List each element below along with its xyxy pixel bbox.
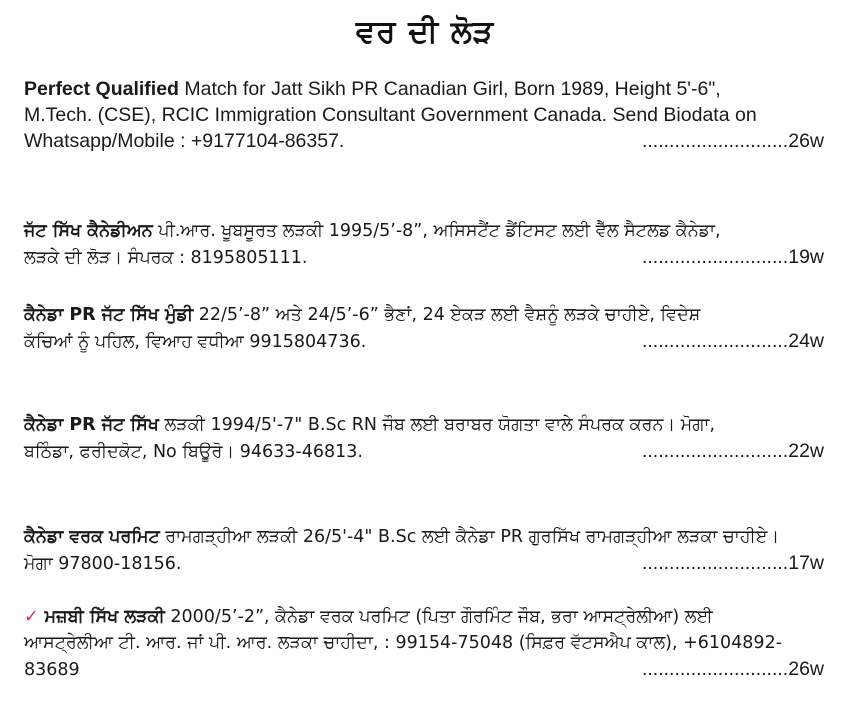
ad-lead: ਕੈਨੇਡਾ PR ਜੱਟ ਸਿੱਖ — [24, 415, 159, 435]
ad-lead: ਮਜ਼ਬੀ ਸਿੱਖ ਲੜਕੀ — [44, 607, 165, 627]
ad-text: ਲੜਕੀ 1994/5'-7" B.Sc RN ਜੌਬ ਲਈ ਬਰਾਬਰ ਯੋਗਤਾ ਵਾਲੇ ਸੰਪਰਕ ਕਰਨ। ਮੋਗਾ, — [158, 415, 716, 435]
ad-lead: ਜੱਟ ਸਿੱਖ ਕੈਨੇਡੀਅਨ — [24, 221, 153, 241]
ad-footer — [24, 550, 824, 577]
ad-footer — [24, 656, 824, 683]
ad-contact: ਕੱਚਿਆਂ ਨੂੰ ਪਹਿਲ, ਵਿਆਹ ਵਧੀਆ 9915804736. — [24, 332, 367, 352]
ad-footer — [24, 244, 824, 271]
ad-text: ਪੀ.ਆਰ. ਖੂਬਸੂਰਤ ਲੜਕੀ 1995/5’-8”, ਅਸਿਸਟੈਂਟ ਡੈਂਟਿਸਟ ਲਈ ਵੈੱਲ ਸੈਟਲਡ ਕੈਨੇਡਾ, — [152, 221, 721, 241]
ad-body — [24, 524, 824, 550]
ad-body-line: M.Tech. (CSE), RCIC Immigration Consultant Government Canada. Send Biodata on — [24, 104, 757, 126]
ad-text: 22/5’-8” ਅਤੇ 24/5’-6” ਭੈਣਾਂ, 24 ਏਕੜ ਲਈ ਵੈਸ਼ਨੂੰ ਲੜਕੇ ਚਾਹੀਏ, ਵਿਦੇਸ਼ — [193, 305, 701, 325]
ad-code: 19w — [788, 246, 824, 268]
ad-contact: ਲੜਕੇ ਦੀ ਲੋੜ। ਸੰਪਰਕ : 8195805111. — [24, 248, 308, 268]
ad-footer — [24, 328, 824, 355]
ad-dots: ........................... — [641, 330, 789, 352]
ad-code: 24w — [788, 330, 824, 352]
ad-body-line: ਆਸਟ੍ਰੇਲੀਆ ਟੀ. ਆਰ. ਜਾਂ ਪੀ. ਆਰ. ਲੜਕਾ ਚਾਹੀਦਾ, : 99154-75048 (ਸਿਫ਼ਰ ਵੱਟਸਐਪ ਕਾਲ), +6104892- — [24, 633, 783, 653]
ad-dots: ........................... — [641, 658, 789, 680]
ad-body — [24, 218, 824, 244]
ad-lead: ਕੈਨੇਡਾ ਵਰਕ ਪਰਮਿਟ — [24, 527, 160, 547]
ad-contact: ਮੋਗਾ 97800-18156. — [24, 554, 182, 574]
ad-entry-6 — [24, 604, 824, 683]
ad-dots: ........................... — [641, 130, 789, 152]
ad-entry-1 — [24, 76, 824, 154]
ad-entry-4 — [24, 412, 824, 465]
ad-footer — [24, 438, 824, 465]
ad-code: 26w — [788, 130, 824, 152]
section-heading: ਵਰ ਦੀ ਲੋੜ — [355, 14, 495, 50]
ad-entry-3 — [24, 302, 824, 355]
ad-lead: ਕੈਨੇਡਾ PR ਜੱਟ ਸਿੱਖ ਮੁੰਡੀ — [24, 305, 194, 325]
ad-body — [24, 76, 824, 102]
ad-entry-2 — [24, 218, 824, 271]
ad-dots: ........................... — [641, 246, 789, 268]
ad-code: 26w — [788, 658, 824, 680]
ad-text: Match for Jatt Sikh PR Canadian Girl, Born 1989, Height 5'-6", — [178, 78, 721, 100]
ad-text: 2000/5’-2”, ਕੈਨੇਡਾ ਵਰਕ ਪਰਮਿਟ (ਪਿਤਾ ਗੌਰਮਿੰਟ ਜੌਬ, ਭਰਾ ਆਸਟ੍ਰੇਲੀਆ) ਲਈ — [164, 607, 713, 627]
ad-dots: ........................... — [641, 440, 789, 462]
ad-contact: Whatsapp/Mobile : +9177104-86357. — [24, 130, 345, 152]
ad-contact: ਬਠਿੰਡਾ, ਫਰੀਦਕੋਟ, No ਬਿਊਰੋ। 94633-46813. — [24, 442, 363, 462]
ad-code: 22w — [788, 440, 824, 462]
checkmark-icon: ✓ — [24, 607, 39, 627]
ad-body — [24, 302, 824, 328]
ad-text: ਰਾਮਗੜ੍ਹੀਆ ਲੜਕੀ 26/5'-4" B.Sc ਲਈ ਕੈਨੇਡਾ PR ਗੁਰਸਿੱਖ ਰਾਮਗੜ੍ਹੀਆ ਲੜਕਾ ਚਾਹੀਏ। — [159, 527, 780, 547]
ad-contact: 83689 — [24, 660, 80, 680]
ad-code: 17w — [788, 552, 824, 574]
ad-footer — [24, 128, 824, 154]
ad-entry-5 — [24, 524, 824, 577]
ad-lead: Perfect Qualified — [24, 78, 179, 100]
ad-dots: ........................... — [641, 552, 789, 574]
ad-body — [24, 412, 824, 438]
ad-body — [24, 604, 824, 630]
